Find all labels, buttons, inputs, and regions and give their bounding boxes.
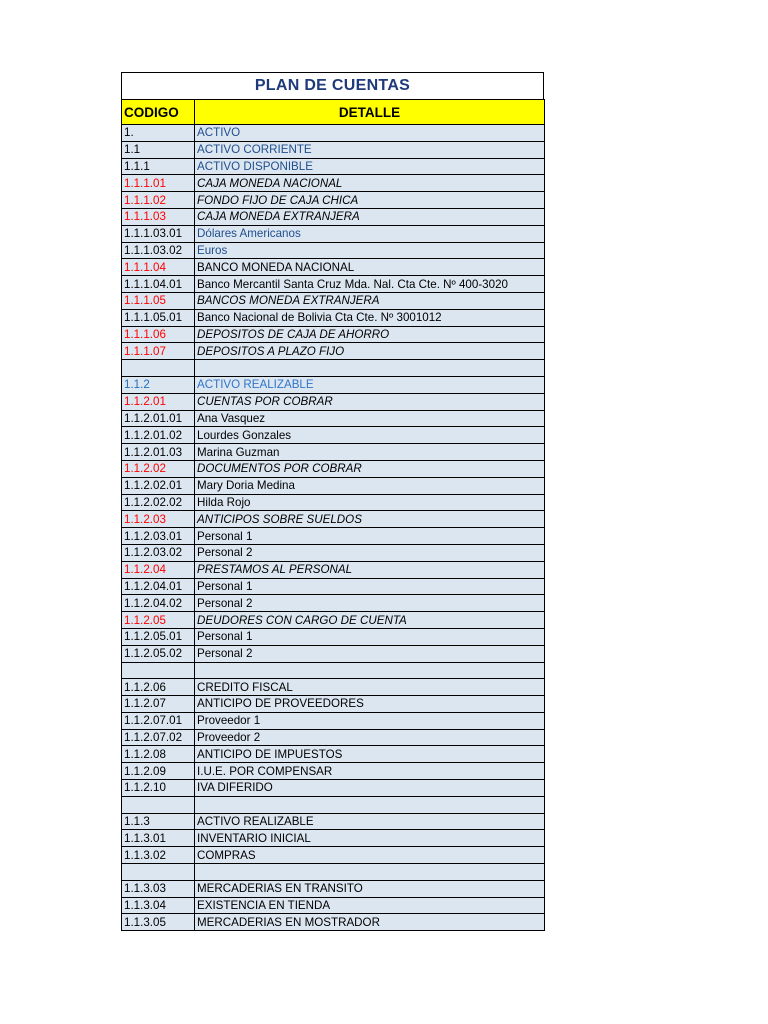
sheet-title: PLAN DE CUENTAS [121, 72, 544, 99]
account-code-cell[interactable]: 1.1.1 [122, 158, 195, 175]
account-code-cell[interactable]: 1.1.1.07 [122, 343, 195, 360]
account-detail-cell[interactable]: CAJA MONEDA EXTRANJERA [195, 208, 545, 225]
table-row [122, 796, 545, 813]
account-detail-cell[interactable]: CAJA MONEDA NACIONAL [195, 175, 545, 192]
table-row [122, 628, 545, 645]
table-row [122, 259, 545, 276]
account-detail-cell[interactable]: Personal 1 [195, 628, 545, 645]
account-detail-cell[interactable]: Proveedor 2 [195, 729, 545, 746]
account-detail-cell[interactable]: ANTICIPO DE PROVEEDORES [195, 696, 545, 713]
account-code-cell[interactable]: 1.1.2.02.02 [122, 494, 195, 511]
column-header-codigo: CODIGO [122, 100, 195, 125]
account-code-cell[interactable] [122, 662, 195, 679]
account-detail-cell[interactable]: Personal 2 [195, 544, 545, 561]
table-row [122, 444, 545, 461]
account-detail-cell[interactable]: ACTIVO CORRIENTE [195, 141, 545, 158]
table-row [122, 780, 545, 797]
account-code-cell[interactable]: 1. [122, 125, 195, 142]
table-row [122, 494, 545, 511]
account-code-cell[interactable]: 1.1.3.04 [122, 897, 195, 914]
account-code-cell[interactable]: 1.1.1.05 [122, 292, 195, 309]
account-detail-cell[interactable]: Personal 2 [195, 645, 545, 662]
account-detail-cell[interactable]: MERCADERIAS EN MOSTRADOR [195, 914, 545, 931]
account-detail-cell[interactable]: FONDO FIJO DE CAJA CHICA [195, 192, 545, 209]
table-row [122, 679, 545, 696]
account-code-cell[interactable]: 1.1.3 [122, 813, 195, 830]
account-code-cell[interactable]: 1.1.1.01 [122, 175, 195, 192]
account-detail-cell[interactable]: ANTICIPOS SOBRE SUELDOS [195, 511, 545, 528]
account-code-cell[interactable]: 1.1.1.06 [122, 326, 195, 343]
table-row [122, 662, 545, 679]
table-row [122, 175, 545, 192]
table-row [122, 696, 545, 713]
account-detail-cell[interactable]: I.U.E. POR COMPENSAR [195, 763, 545, 780]
table-row [122, 158, 545, 175]
table-row [122, 309, 545, 326]
account-code-cell[interactable]: 1.1.1.03.01 [122, 225, 195, 242]
account-detail-cell[interactable]: ACTIVO REALIZABLE [195, 813, 545, 830]
table-row [122, 763, 545, 780]
table-row [122, 544, 545, 561]
table-row [122, 561, 545, 578]
table-row [122, 477, 545, 494]
account-code-cell[interactable]: 1.1.2.07.01 [122, 712, 195, 729]
account-code-cell[interactable]: 1.1.2.10 [122, 780, 195, 797]
account-code-cell[interactable]: 1.1.1.03 [122, 208, 195, 225]
table-row [122, 595, 545, 612]
table-row [122, 192, 545, 209]
account-detail-cell[interactable] [195, 864, 545, 881]
account-code-cell[interactable]: 1.1.3.03 [122, 880, 195, 897]
account-code-cell[interactable]: 1.1.2.03.01 [122, 528, 195, 545]
table-row [122, 343, 545, 360]
account-code-cell[interactable]: 1.1.2.01.02 [122, 427, 195, 444]
table-row [122, 914, 545, 931]
table-row [122, 225, 545, 242]
account-detail-cell[interactable]: EXISTENCIA EN TIENDA [195, 897, 545, 914]
table-row [122, 410, 545, 427]
table-row [122, 729, 545, 746]
account-detail-cell[interactable]: Lourdes Gonzales [195, 427, 545, 444]
account-detail-cell[interactable]: DEPOSITOS A PLAZO FIJO [195, 343, 545, 360]
account-code-cell[interactable]: 1.1.2.03 [122, 511, 195, 528]
column-header-detalle: DETALLE [195, 100, 545, 125]
account-plan-sheet [121, 72, 544, 931]
account-detail-cell[interactable]: MERCADERIAS EN TRANSITO [195, 880, 545, 897]
account-code-cell[interactable]: 1.1 [122, 141, 195, 158]
account-code-cell[interactable]: 1.1.2.05.01 [122, 628, 195, 645]
table-row [122, 528, 545, 545]
table-row [122, 360, 545, 377]
account-detail-cell[interactable]: Banco Nacional de Bolivia Cta Cte. Nº 3001012 [195, 309, 545, 326]
account-detail-cell[interactable]: IVA DIFERIDO [195, 780, 545, 797]
account-code-cell[interactable]: 1.1.3.01 [122, 830, 195, 847]
account-code-cell[interactable]: 1.1.2.02.01 [122, 477, 195, 494]
table-row [122, 746, 545, 763]
table-row [122, 612, 545, 629]
table-row [122, 712, 545, 729]
account-detail-cell[interactable]: CUENTAS POR COBRAR [195, 393, 545, 410]
account-detail-cell[interactable]: INVENTARIO INICIAL [195, 830, 545, 847]
table-row [122, 125, 545, 142]
account-detail-cell[interactable]: Hilda Rojo [195, 494, 545, 511]
table-row [122, 276, 545, 293]
account-code-cell[interactable]: 1.1.2.01.03 [122, 444, 195, 461]
account-detail-cell[interactable]: DEUDORES CON CARGO DE CUENTA [195, 612, 545, 629]
table-row [122, 813, 545, 830]
accounts-table [121, 99, 545, 931]
account-code-cell[interactable]: 1.1.3.02 [122, 847, 195, 864]
account-detail-cell[interactable]: BANCOS MONEDA EXTRANJERA [195, 292, 545, 309]
table-row [122, 292, 545, 309]
account-code-cell[interactable]: 1.1.1.05.01 [122, 309, 195, 326]
accounts-table-body [122, 125, 545, 931]
table-row [122, 880, 545, 897]
table-row [122, 242, 545, 259]
account-code-cell[interactable]: 1.1.2.09 [122, 763, 195, 780]
account-detail-cell[interactable]: Dólares Americanos [195, 225, 545, 242]
table-row [122, 427, 545, 444]
account-code-cell[interactable]: 1.1.1.04 [122, 259, 195, 276]
table-row [122, 393, 545, 410]
account-detail-cell[interactable]: DEPOSITOS DE CAJA DE AHORRO [195, 326, 545, 343]
account-code-cell[interactable]: 1.1.2.02 [122, 460, 195, 477]
table-row [122, 460, 545, 477]
account-code-cell[interactable]: 1.1.2.08 [122, 746, 195, 763]
table-row [122, 326, 545, 343]
table-row [122, 511, 545, 528]
account-code-cell[interactable]: 1.1.2.01 [122, 393, 195, 410]
table-row [122, 578, 545, 595]
account-code-cell[interactable]: 1.1.2.04.02 [122, 595, 195, 612]
account-code-cell[interactable]: 1.1.2.06 [122, 679, 195, 696]
account-code-cell[interactable]: 1.1.2.07 [122, 696, 195, 713]
account-code-cell[interactable]: 1.1.1.04.01 [122, 276, 195, 293]
account-code-cell[interactable]: 1.1.2.03.02 [122, 544, 195, 561]
account-code-cell[interactable] [122, 864, 195, 881]
table-row [122, 864, 545, 881]
account-detail-cell[interactable] [195, 796, 545, 813]
account-detail-cell[interactable] [195, 662, 545, 679]
account-detail-cell[interactable]: ANTICIPO DE IMPUESTOS [195, 746, 545, 763]
account-detail-cell[interactable]: Personal 1 [195, 528, 545, 545]
account-code-cell[interactable]: 1.1.2.04.01 [122, 578, 195, 595]
account-code-cell[interactable] [122, 360, 195, 377]
account-detail-cell[interactable]: DOCUMENTOS POR COBRAR [195, 460, 545, 477]
account-detail-cell[interactable]: Personal 1 [195, 578, 545, 595]
account-detail-cell[interactable]: Banco Mercantil Santa Cruz Mda. Nal. Cta Cte. Nº 400-3020 [195, 276, 545, 293]
account-detail-cell[interactable]: Euros [195, 242, 545, 259]
table-row [122, 847, 545, 864]
account-detail-cell[interactable]: ACTIVO [195, 125, 545, 142]
account-detail-cell[interactable]: Marina Guzman [195, 444, 545, 461]
account-code-cell[interactable]: 1.1.2.04 [122, 561, 195, 578]
table-row [122, 830, 545, 847]
account-detail-cell[interactable]: ACTIVO REALIZABLE [195, 376, 545, 393]
table-row [122, 141, 545, 158]
table-row [122, 208, 545, 225]
account-code-cell[interactable]: 1.1.2 [122, 376, 195, 393]
account-code-cell[interactable]: 1.1.3.05 [122, 914, 195, 931]
account-code-cell[interactable] [122, 796, 195, 813]
account-code-cell[interactable]: 1.1.2.01.01 [122, 410, 195, 427]
table-header-row [122, 100, 545, 125]
account-code-cell[interactable]: 1.1.2.05 [122, 612, 195, 629]
account-detail-cell[interactable]: Proveedor 1 [195, 712, 545, 729]
account-detail-cell[interactable]: Mary Doria Medina [195, 477, 545, 494]
table-row [122, 645, 545, 662]
account-detail-cell[interactable]: BANCO MONEDA NACIONAL [195, 259, 545, 276]
table-row [122, 897, 545, 914]
account-detail-cell[interactable]: COMPRAS [195, 847, 545, 864]
account-code-cell[interactable]: 1.1.1.03.02 [122, 242, 195, 259]
account-detail-cell[interactable]: Ana Vasquez [195, 410, 545, 427]
account-detail-cell[interactable]: Personal 2 [195, 595, 545, 612]
account-code-cell[interactable]: 1.1.2.07.02 [122, 729, 195, 746]
table-row [122, 376, 545, 393]
account-code-cell[interactable]: 1.1.2.05.02 [122, 645, 195, 662]
account-detail-cell[interactable]: CREDITO FISCAL [195, 679, 545, 696]
account-detail-cell[interactable] [195, 360, 545, 377]
account-detail-cell[interactable]: ACTIVO DISPONIBLE [195, 158, 545, 175]
account-code-cell[interactable]: 1.1.1.02 [122, 192, 195, 209]
account-detail-cell[interactable]: PRESTAMOS AL PERSONAL [195, 561, 545, 578]
